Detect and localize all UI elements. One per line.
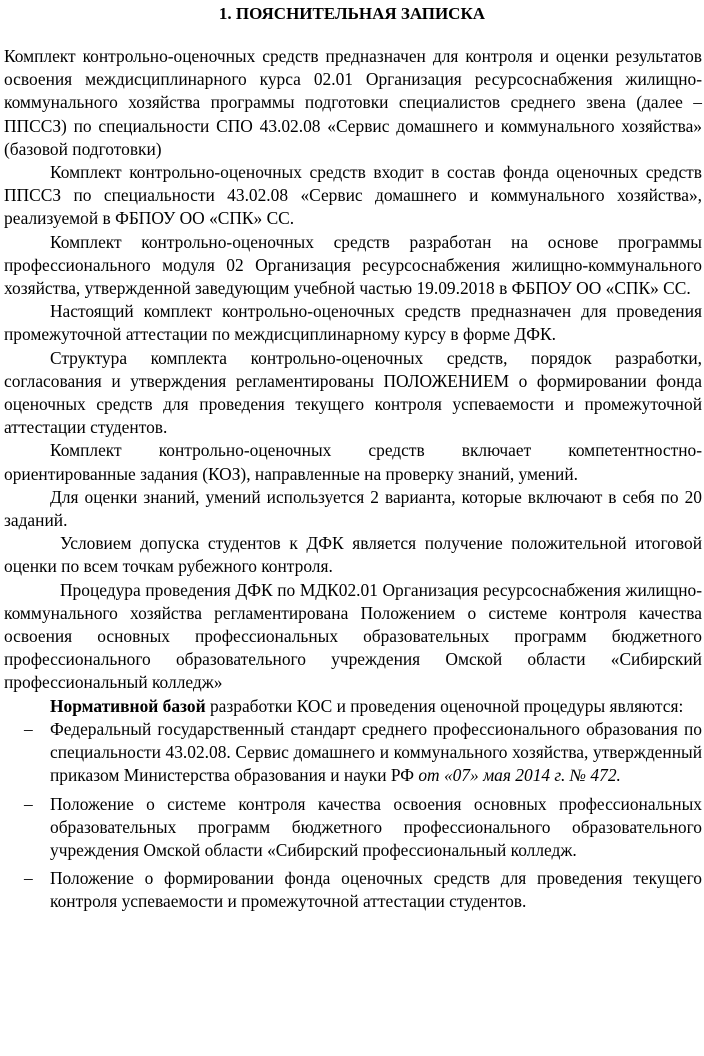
- paragraph-variants: Для оценки знаний, умений используется 2 варианта, которые включают в себя по 20 заданий.: [4, 486, 702, 531]
- list-item-order: от «07» мая 2014 г. № 472.: [418, 765, 621, 786]
- list-item: [4, 793, 702, 863]
- paragraph-purpose: Комплект контрольно-оценочных средств предназначен для контроля и оценки результатов освоения междисциплинарного курса 02.01 Организация ресурсоснабжения жилищно-коммунального хозяйства программы подготовки специалистов среднего звена (далее – ППССЗ) по специальности СПО 43.02.08 «Сервис домашнего и коммунального хозяйства» (базовой подготовки): [4, 46, 702, 159]
- list-item: [4, 867, 702, 913]
- bullet-dash: –: [24, 868, 33, 889]
- paragraph-procedure: Процедура проведения ДФК по МДК02.01 Организация ресурсоснабжения жилищно-коммунального хозяйства регламентирована Положением о системе контроля качества освоения основных профессиональных образовательных программ бюджетного профессионального образовательного учреждения Омской области «Сибирский профессиональный колледж»: [4, 579, 702, 693]
- normative-rest: разработки КОС и проведения оценочной процедуры являются:: [205, 695, 684, 716]
- normative-list: [4, 718, 702, 914]
- bullet-dash: –: [24, 793, 33, 814]
- list-item: [4, 718, 702, 788]
- list-item-text: Положение о системе контроля качества освоения основных профессиональных образовательных программ бюджетного профессионального образовательного учреждения Омской области «Сибирский профессиональный колледж.: [50, 793, 702, 860]
- paragraph-attestation: Настоящий комплект контрольно-оценочных средств предназначен для проведения промежуточной аттестации по междисциплинарному курсу в форме ДФК.: [4, 301, 702, 345]
- list-item-text: Федеральный государственный стандарт среднего профессионального образования по специальности 43.02.08. Сервис домашнего и коммунального хозяйства, утвержденный приказом Министерства образования и науки РФ: [50, 718, 702, 786]
- paragraph-structure: Структура комплекта контрольно-оценочных средств, порядок разработки, согласования и утверждения регламентированы ПОЛОЖЕНИЕМ о формировании фонда оценочных средств для проведения текущего контроля успеваемости и промежуточной аттестации студентов.: [4, 347, 702, 438]
- page-title: 1. ПОЯСНИТЕЛЬНАЯ ЗАПИСКА: [218, 4, 486, 23]
- paragraph-normative: [4, 695, 702, 718]
- paragraph-basis: Комплект контрольно-оценочных средств разработан на основе программы профессионального модуля 02 Организация ресурсоснабжения жилищно-коммунального хозяйства, утвержденной заведующим учебной частью 19.09.2018 в ФБПОУ ОО «СПК» СС.: [4, 231, 702, 299]
- list-item-text: Положение о формировании фонда оценочных средств для проведения текущего контроля успеваемости и промежуточной аттестации студентов.: [50, 868, 702, 912]
- paragraph-tasks: Комплект контрольно-оценочных средств включает компетентностно-ориентированные задания (КОЗ), направленные на проверку знаний, умений.: [4, 440, 702, 484]
- paragraph-admission: Условием допуска студентов к ДФК является получение положительной итоговой оценки по всем точкам рубежного контроля.: [4, 533, 702, 577]
- document-body: [4, 45, 702, 919]
- bullet-dash: –: [24, 718, 33, 739]
- paragraph-fund: Комплект контрольно-оценочных средств входит в состав фонда оценочных средств ППССЗ по специальности 43.02.08 «Сервис домашнего и коммунального хозяйства», реализуемой в ФБПОУ ОО «СПК» СС.: [4, 162, 702, 229]
- normative-lead: Нормативной базой: [50, 695, 206, 716]
